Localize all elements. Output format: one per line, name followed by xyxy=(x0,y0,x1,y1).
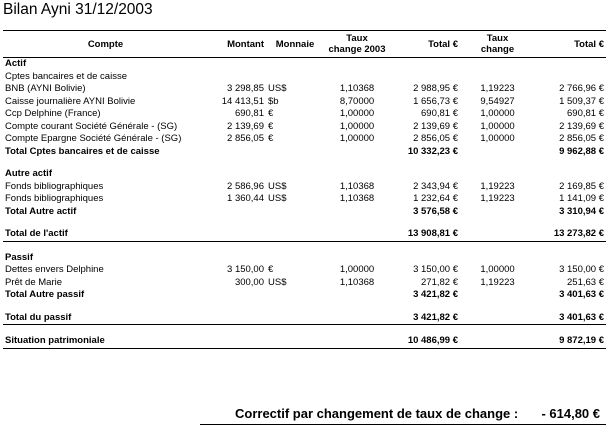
total-2-cell: 13 273,82 € xyxy=(535,228,606,241)
taux-change-cell: 9,54927 xyxy=(480,95,515,107)
total-1-cell: 10 486,99 € xyxy=(390,335,460,348)
monnaie-cell xyxy=(266,241,324,252)
total-1-cell: 3 150,00 € xyxy=(413,264,458,275)
compte-cell: Caisse journalière AYNI Bolivie xyxy=(5,95,136,107)
taux-change-cell: 1,00000 xyxy=(480,120,515,132)
correction-label: Correctif par changement de taux de change : xyxy=(235,406,519,421)
taux-2003-cell: 1,10368 xyxy=(339,276,375,288)
balance-sheet-table xyxy=(3,30,606,349)
monnaie-cell: $b xyxy=(268,95,279,107)
table-row xyxy=(3,193,606,206)
table-row xyxy=(3,168,606,181)
header-taux-change: Taux change xyxy=(460,31,535,58)
total-1-cell xyxy=(390,168,460,181)
compte-cell: Autre actif xyxy=(5,168,52,179)
montant-cell: 3 298,85 xyxy=(227,83,264,94)
taux-change-cell xyxy=(460,168,535,181)
taux-2003-cell: 1,00000 xyxy=(339,264,375,275)
total-1-cell xyxy=(390,58,460,71)
total-2-cell xyxy=(535,252,606,265)
taux-2003-cell: 1,00000 xyxy=(339,120,375,132)
taux-2003-cell xyxy=(324,335,390,348)
total-1-cell: 10 332,23 € xyxy=(407,145,458,157)
total-1-cell: 3 576,58 € xyxy=(413,205,458,217)
montant-cell xyxy=(208,168,266,181)
header-montant: Montant xyxy=(208,31,266,58)
total-2-cell xyxy=(535,218,606,228)
table-body xyxy=(3,58,606,349)
taux-change-cell xyxy=(460,241,535,252)
monnaie-cell xyxy=(266,206,324,219)
montant-cell: 14 413,51 xyxy=(221,95,264,107)
taux-2003-cell xyxy=(324,71,390,84)
montant-cell xyxy=(208,252,266,265)
total-2-cell: 690,81 € xyxy=(567,108,604,119)
monnaie-cell: € xyxy=(268,264,274,275)
montant-cell xyxy=(208,312,266,325)
monnaie-cell: US$ xyxy=(268,193,287,204)
taux-2003-cell: 1,10368 xyxy=(339,83,375,94)
montant-cell: 2 856,05 xyxy=(227,133,264,144)
taux-change-cell: 1,19223 xyxy=(480,276,515,288)
taux-2003-cell xyxy=(324,241,390,252)
total-1-cell: 13 908,81 € xyxy=(390,228,460,241)
montant-cell: 2 586,96 xyxy=(227,180,264,192)
total-2-cell: 3 310,94 € xyxy=(559,205,604,217)
total-1-cell: 2 139,69 € xyxy=(413,120,458,132)
taux-change-cell: 1,19223 xyxy=(480,180,515,192)
compte-cell: Compte courant Société Générale - (SG) xyxy=(5,120,178,132)
total-2-cell: 1 509,37 € xyxy=(559,95,604,107)
taux-change-cell xyxy=(460,228,535,241)
monnaie-cell xyxy=(266,146,324,159)
total-2-cell: 2 856,05 € xyxy=(559,133,604,144)
montant-cell: 300,00 xyxy=(234,276,264,288)
total-1-cell xyxy=(390,241,460,252)
montant-cell: 3 150,00 xyxy=(227,264,264,275)
taux-2003-cell xyxy=(324,302,390,312)
monnaie-cell xyxy=(266,218,324,228)
taux-2003-cell: 8,70000 xyxy=(339,95,375,107)
table-row xyxy=(3,312,606,325)
table-row xyxy=(3,325,606,336)
montant-cell xyxy=(208,228,266,241)
taux-change-cell xyxy=(460,206,535,219)
table-row xyxy=(3,277,606,290)
montant-cell xyxy=(208,158,266,168)
table-row xyxy=(3,289,606,302)
taux-2003-cell xyxy=(324,58,390,71)
compte-cell xyxy=(3,325,208,336)
monnaie-cell xyxy=(266,325,324,336)
total-2-cell: 9 872,19 € xyxy=(535,335,606,348)
taux-change-cell xyxy=(460,58,535,71)
compte-cell: Total de l'actif xyxy=(3,228,208,241)
monnaie-cell: € xyxy=(268,120,274,132)
taux-change-cell xyxy=(460,289,535,302)
monnaie-cell xyxy=(266,58,324,71)
total-1-cell xyxy=(390,252,460,265)
total-1-cell: 2 343,94 € xyxy=(413,180,458,192)
monnaie-cell xyxy=(266,252,324,265)
compte-cell xyxy=(3,302,208,312)
document-title: Bilan Ayni 31/12/2003 xyxy=(3,1,153,18)
compte-cell xyxy=(3,241,208,252)
total-1-cell xyxy=(390,218,460,228)
table-row xyxy=(3,335,606,348)
header-total-2: Total € xyxy=(535,31,606,58)
total-2-cell xyxy=(535,158,606,168)
monnaie-cell xyxy=(266,312,324,325)
taux-2003-cell: 1,10368 xyxy=(339,193,375,204)
table-row xyxy=(3,71,606,84)
montant-cell xyxy=(208,289,266,302)
total-2-cell xyxy=(535,71,606,84)
total-2-cell: 9 962,88 € xyxy=(559,145,604,157)
table-row xyxy=(3,158,606,168)
taux-change-cell: 1,00000 xyxy=(480,133,515,144)
compte-cell: Total Autre passif xyxy=(5,289,85,300)
table-row xyxy=(3,121,606,134)
taux-2003-cell xyxy=(324,289,390,302)
table-row xyxy=(3,302,606,312)
montant-cell xyxy=(208,335,266,348)
total-1-cell: 271,82 € xyxy=(421,276,458,288)
total-1-cell: 1 656,73 € xyxy=(413,95,458,107)
taux-2003-cell xyxy=(324,325,390,336)
monnaie-cell xyxy=(266,158,324,168)
compte-cell: Cptes bancaires et de caisse xyxy=(5,70,127,82)
total-2-cell xyxy=(535,325,606,336)
taux-change-cell: 1,00000 xyxy=(480,108,515,119)
monnaie-cell xyxy=(266,71,324,84)
monnaie-cell xyxy=(266,335,324,348)
taux-2003-cell xyxy=(324,158,390,168)
taux-change-cell xyxy=(460,218,535,228)
table-row xyxy=(3,241,606,252)
table-row xyxy=(3,133,606,146)
compte-cell: Compte Epargne Société Générale - (SG) xyxy=(5,133,182,144)
table-row xyxy=(3,58,606,71)
compte-cell xyxy=(3,218,208,228)
monnaie-cell xyxy=(266,289,324,302)
montant-cell: 1 360,44 xyxy=(227,193,264,204)
table-row xyxy=(3,96,606,109)
monnaie-cell xyxy=(266,228,324,241)
compte-cell: BNB (AYNI Bolivie) xyxy=(5,83,86,94)
total-1-cell xyxy=(390,71,460,84)
table-row xyxy=(3,218,606,228)
montant-cell xyxy=(208,58,266,71)
table-header xyxy=(3,31,606,58)
total-2-cell: 2 766,96 € xyxy=(559,83,604,94)
montant-cell xyxy=(208,218,266,228)
taux-2003-cell: 1,10368 xyxy=(339,180,375,192)
table-row xyxy=(3,228,606,241)
total-2-cell xyxy=(535,241,606,252)
total-2-cell: 251,63 € xyxy=(567,276,604,288)
total-1-cell: 2 856,05 € xyxy=(413,133,458,144)
montant-cell xyxy=(208,206,266,219)
compte-cell: Fonds bibliographiques xyxy=(5,180,104,192)
total-2-cell: 2 169,85 € xyxy=(559,180,604,192)
total-2-cell: 2 139,69 € xyxy=(559,120,604,132)
montant-cell: 690,81 xyxy=(234,108,264,119)
taux-change-cell xyxy=(460,325,535,336)
total-2-cell: 3 401,63 € xyxy=(535,312,606,325)
monnaie-cell xyxy=(266,302,324,312)
compte-cell: Actif xyxy=(5,58,27,69)
montant-cell xyxy=(208,146,266,159)
correction-value: - 614,80 € xyxy=(541,406,600,421)
montant-cell xyxy=(208,325,266,336)
total-2-cell xyxy=(535,302,606,312)
monnaie-cell: € xyxy=(268,133,274,144)
taux-2003-cell: 1,00000 xyxy=(339,133,375,144)
total-2-cell: 3 150,00 € xyxy=(559,264,604,275)
compte-cell: Total Autre actif xyxy=(5,205,77,217)
total-1-cell: 2 988,95 € xyxy=(413,83,458,94)
taux-change-cell xyxy=(460,71,535,84)
taux-2003-cell xyxy=(324,146,390,159)
header-total-1: Total € xyxy=(390,31,460,58)
taux-change-cell xyxy=(460,302,535,312)
montant-cell xyxy=(208,71,266,84)
header-monnaie: Monnaie xyxy=(266,31,324,58)
taux-change-cell xyxy=(460,158,535,168)
montant-cell xyxy=(208,302,266,312)
taux-change-cell xyxy=(460,335,535,348)
taux-change-cell xyxy=(460,252,535,265)
table-row xyxy=(3,206,606,219)
monnaie-cell: US$ xyxy=(268,83,287,94)
compte-cell: Dettes envers Delphine xyxy=(5,264,104,275)
taux-change-cell: 1,19223 xyxy=(480,83,515,94)
table-row xyxy=(3,146,606,159)
header-taux-2003: Taux change 2003 xyxy=(324,31,390,58)
taux-2003-cell: 1,00000 xyxy=(339,108,375,119)
monnaie-cell: US$ xyxy=(268,180,287,192)
total-2-cell: 3 401,63 € xyxy=(559,289,604,300)
header-compte: Compte xyxy=(3,31,208,58)
taux-2003-cell xyxy=(324,312,390,325)
table-row xyxy=(3,264,606,277)
table-row xyxy=(3,108,606,121)
montant-cell: 2 139,69 xyxy=(227,120,264,132)
total-1-cell: 3 421,82 € xyxy=(390,312,460,325)
total-1-cell: 1 232,64 € xyxy=(413,193,458,204)
compte-cell: Situation patrimoniale xyxy=(3,335,208,348)
taux-change-cell xyxy=(460,312,535,325)
monnaie-cell xyxy=(266,168,324,181)
taux-2003-cell xyxy=(324,252,390,265)
taux-change-cell xyxy=(460,146,535,159)
taux-change-cell: 1,19223 xyxy=(480,193,515,204)
compte-cell: Ccp Delphine (France) xyxy=(5,108,101,119)
monnaie-cell: € xyxy=(268,108,274,119)
taux-change-cell: 1,00000 xyxy=(480,264,515,275)
total-1-cell xyxy=(390,302,460,312)
total-1-cell: 690,81 € xyxy=(421,108,458,119)
compte-cell: Prêt de Marie xyxy=(5,276,63,288)
taux-2003-cell xyxy=(324,168,390,181)
compte-cell: Passif xyxy=(5,251,33,263)
compte-cell xyxy=(3,158,208,168)
compte-cell: Total Cptes bancaires et de caisse xyxy=(5,145,160,157)
table-row xyxy=(3,83,606,96)
compte-cell: Fonds bibliographiques xyxy=(5,193,104,204)
taux-2003-cell xyxy=(324,228,390,241)
exchange-correction xyxy=(200,405,606,425)
total-1-cell: 3 421,82 € xyxy=(413,289,458,300)
montant-cell xyxy=(208,241,266,252)
total-2-cell xyxy=(535,58,606,71)
taux-2003-cell xyxy=(324,206,390,219)
table-row xyxy=(3,252,606,265)
taux-2003-cell xyxy=(324,218,390,228)
total-1-cell xyxy=(390,325,460,336)
total-2-cell: 1 141,09 € xyxy=(559,193,604,204)
total-1-cell xyxy=(390,158,460,168)
total-2-cell xyxy=(535,168,606,181)
monnaie-cell: US$ xyxy=(268,276,287,288)
compte-cell: Total du passif xyxy=(3,312,208,325)
table-row xyxy=(3,181,606,194)
